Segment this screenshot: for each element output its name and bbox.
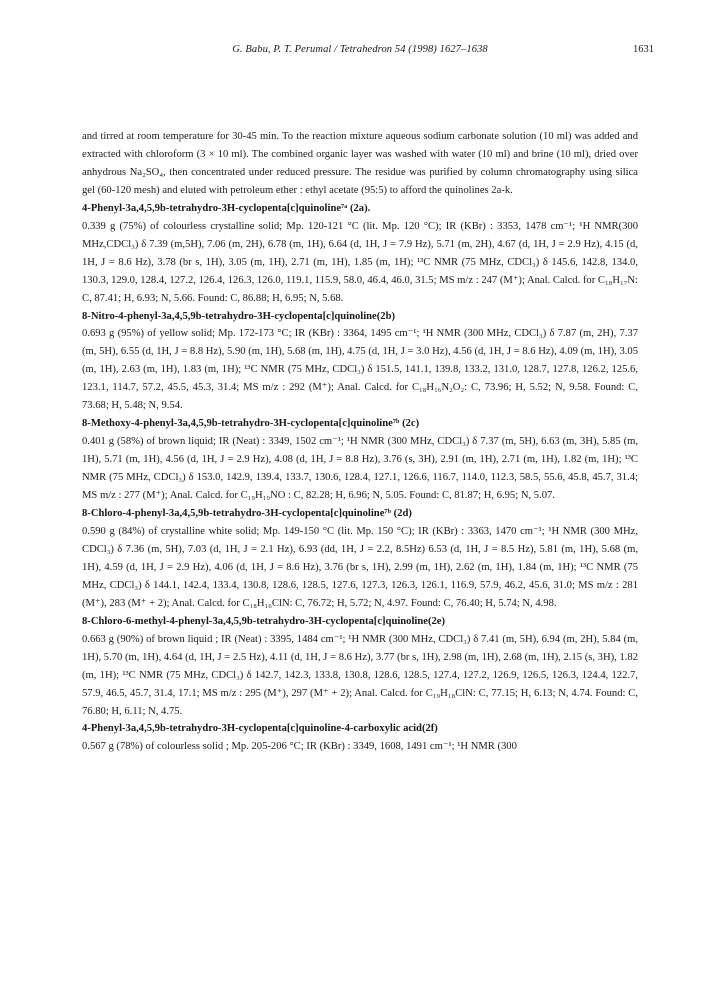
compound-data-2b: 0.693 g (95%) of yellow solid; Mp. 172-173 °C; IR (KBr) : 3364, 1495 cm⁻¹; ¹H NMR (300 MHz, CDCl₃) δ 7.87 (m, 2H), 7.37 (m, 5H), 6.55 (d, 1H, J = 8.8 Hz), 5.90 (m, 1H), 5.68 (m, 1H), 4.75 (d, 1H, J = 3.0 Hz), 4.56 (d, 1H, J = 8.6 Hz), 4.09 (m, 1H), 3.05 (m, 1H), 2.63 (m, 1H), 1.83 (m, 1H); ¹³C NMR (75 MHz, CDCl₃) δ 151.5, 141.1, 139.8, 133.2, 131.0, 128.7, 127.8, 126.2, 125.6, 123.1, 114.7, 57.2, 45.5, 45.3, 31.4; MS m/z : 292 (M⁺); Anal. Calcd. for C₁₈H₁₆N₂O₂: C, 73.96; H, 5.52; N, 9.58. Found: C, 73.68; H, 5.48; N, 9.54. (82, 328, 638, 412)
running-head (0, 44, 720, 60)
compound-heading-2f: 4-Phenyl-3a,4,5,9b-tetrahydro-3H-cyclopenta[c]quinoline-4-carboxylic acid(2f) (82, 723, 438, 735)
page-number: 1631 (633, 44, 654, 55)
article-body (82, 128, 638, 756)
compound-heading-2e: 8-Chloro-6-methyl-4-phenyl-3a,4,5,9b-tetrahydro-3H-cyclopenta[c]quinoline(2e) (82, 615, 445, 627)
compound-data-2d: 0.590 g (84%) of crystalline white solid; Mp. 149-150 °C (lit. Mp. 150 °C); IR (KBr) : 3363, 1470 cm⁻¹; ¹H NMR (300 MHz, CDCl₃) δ 7.36 (m, 5H), 7.03 (d, 1H, J = 2.1 Hz), 6.93 (dd, 1H, J = 2.2, 8.5Hz) 6.53 (d, 1H, J = 8.5 Hz), 5.81 (m, 1H), 5.68 (m, 1H), 4.59 (d, 1H, J = 2.9 Hz), 4.06 (d, 1H, J = 8.6 Hz), 3.76 (br s, 1H), 2.99 (m, 1H), 2.62 (m, 1H), 1.84 (m, 1H); ¹³C NMR (75 MHz, CDCl₃) δ 144.1, 142.4, 133.4, 130.8, 128.6, 128.5, 127.6, 127.3, 126.3, 126.1, 116.9, 57.9, 46.2, 45.6, 31.0; MS m/z : 281 (M⁺), 283 (M⁺ + 2); Anal. Calcd. for C₁₈H₁₆ClN: C, 76.72; H, 5.72; N, 4.97. Found: C, 76.40; H, 5.74; N, 4.98. (82, 525, 638, 609)
procedure-paragraph: and tirred at room temperature for 30-45 min. To the reaction mixture aqueous sodium carbonate solution (10 ml) was added and extracted with chloroform (3 × 10 ml). The combined organic layer was washed with water (10 ml) and brine (10 ml), dried over anhydrous Na₂SO₄, then concentrated under reduced pressure. The residue was purified by column chromatography using silica gel (60-120 mesh) and eluted with petroleum ether : ethyl acetate (95:5) to afford the quinolines 2a-k. (82, 131, 638, 196)
compound-heading-2d: 8-Chloro-4-phenyl-3a,4,5,9b-tetrahydro-3H-cyclopenta[c]quinoline⁷ᵇ (2d) (82, 508, 412, 520)
compound-heading-2a: 4-Phenyl-3a,4,5,9b-tetrahydro-3H-cyclopenta[c]quinoline⁷ᵃ (2a). (82, 202, 371, 214)
running-title: G. Babu, P. T. Perumal / Tetrahedron 54 (1998) 1627–1638 (232, 44, 488, 55)
compound-data-2c: 0.401 g (58%) of brown liquid; IR (Neat) : 3349, 1502 cm⁻¹; ¹H NMR (300 MHz, CDCl₃) δ 7.37 (m, 5H), 6.63 (m, 3H), 5.85 (m, 1H), 5.71 (m, 1H), 4.56 (d, 1H, J = 2.9 Hz), 4.08 (d, 1H, J = 8.8 Hz), 3.76 (s, 3H), 2.91 (m, 1H), 2.71 (m, 1H), 1.82 (m, 1H); ¹³C NMR (75 MHz, CDCl₃) δ 153.0, 142.9, 139.4, 133.7, 130.6, 128.4, 127.1, 126.6, 116.7, 114.0, 112.3, 58.5, 55.6, 45.8, 45.7, 31.4; MS m/z : 277 (M⁺); Anal. Calcd. for C₁₉H₁₉NO : C, 82.28; H, 6.96; N, 5.05. Found: C, 81.87; H, 6.95; N, 5.07. (82, 436, 638, 502)
compound-data-2e: 0.663 g (90%) of brown liquid ; IR (Neat) : 3395, 1484 cm⁻¹; ¹H NMR (300 MHz, CDCl₃) δ 7.41 (m, 5H), 6.94 (m, 2H), 5.84 (m, 1H), 5.70 (m, 1H), 4.64 (d, 1H, J = 2.5 Hz), 4.11 (d, 1H, J = 8.6 Hz), 3.77 (br s, 1H), 2.98 (m, 1H), 2.68 (m, 1H), 2.15 (s, 3H), 1.82 (m, 1H); ¹³C NMR (75 MHz, CDCl₃) δ 142.7, 142.3, 133.8, 130.8, 128.6, 128.5, 127.4, 127.2, 126.9, 126.5, 126.3, 124.4, 122.7, 57.9, 46.5, 45.7, 31.4, 17.1; MS m/z : 295 (M⁺), 297 (M⁺ + 2); Anal. Calcd. for C₁₉H₁₈ClN: C, 77.15; H, 6.13; N, 4.74. Found: C, 76.80; H, 6.11; N, 4.75. (82, 633, 638, 717)
compound-data-2a: 0.339 g (75%) of colourless crystalline solid; Mp. 120-121 °C (lit. Mp. 120 °C); IR (KBr) : 3353, 1478 cm⁻¹; ¹H NMR(300 MHz,CDCl₃) δ 7.39 (m,5H), 7.06 (m, 2H), 6.78 (m, 1H), 6.64 (d, 1H, J = 7.9 Hz), 5.71 (m, 2H), 4.67 (d, 1H, J = 2.9 Hz), 4.15 (d, 1H, J = 8.6 Hz), 3.78 (br s, 1H), 3.05 (m, 1H), 2.71 (m, 1H), 1.85 (m, 1H); ¹³C NMR (75 MHz, CDCl₃) δ 145.6, 142.8, 134.0, 130.3, 129.0, 128.4, 127.2, 126.4, 126.3, 126.0, 119.1, 115.9, 58.0, 46.4, 46.0, 31.5; MS m/z : 247 (M⁺); Anal. Calcd. for C₁₈H₁₇N: C, 87.41; H, 6.93; N, 5.66. Found: C, 86.88; H, 6.95; N, 5.68. (82, 220, 638, 304)
compound-heading-2b: 8-Nitro-4-phenyl-3a,4,5,9b-tetrahydro-3H-cyclopenta[c]quinoline(2b) (82, 310, 395, 322)
compound-heading-2c: 8-Methoxy-4-phenyl-3a,4,5,9b-tetrahydro-3H-cyclopenta[c]quinoline⁷ᵇ (2c) (82, 418, 420, 430)
compound-data-2f: 0.567 g (78%) of colourless solid ; Mp. 205-206 °C; IR (KBr) : 3349, 1608, 1491 cm⁻¹; ¹H NMR (300 (82, 741, 517, 753)
